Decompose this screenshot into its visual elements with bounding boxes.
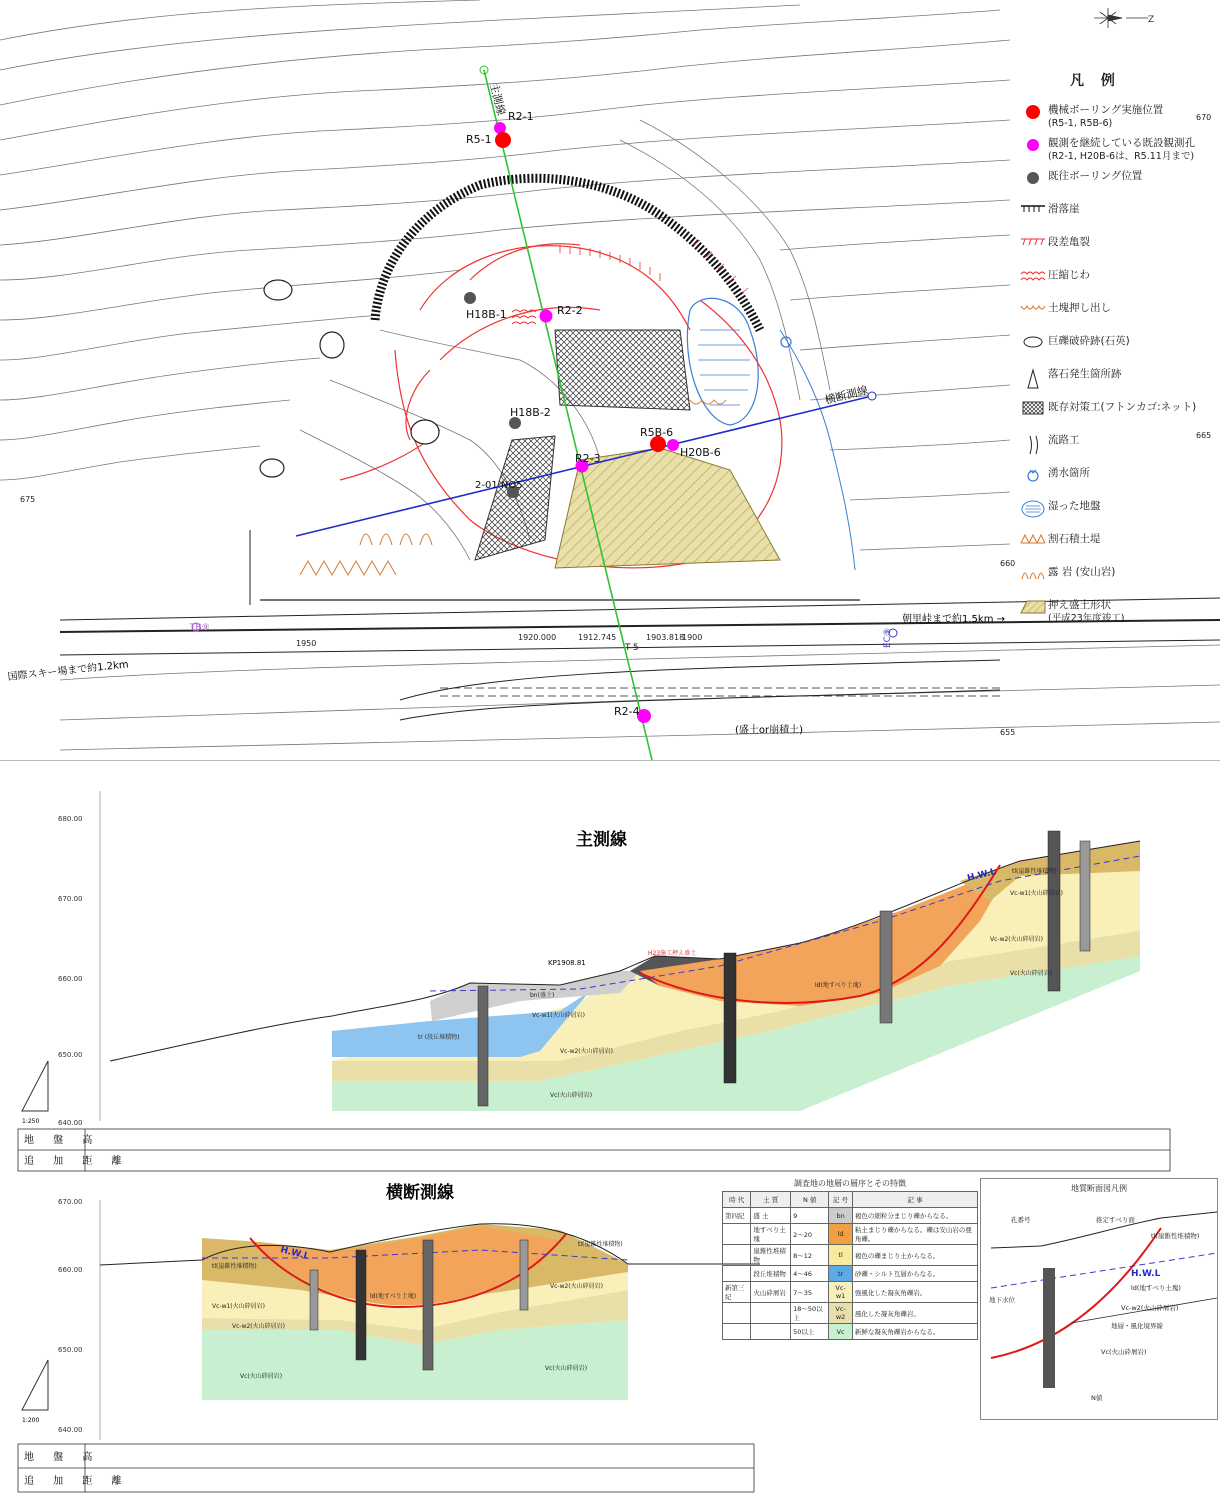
cross-y-tick-670: 670.00	[58, 1198, 83, 1206]
compression-ridge-icon	[1018, 269, 1048, 283]
cross-label-ld: ld(地すべり土塊)	[370, 1293, 417, 1300]
geo-legend-tl: tl(崖錐性堆積物)	[1151, 1232, 1200, 1240]
guardrail	[440, 688, 1000, 696]
legend-item	[1018, 467, 1218, 500]
layer-label-vc-right: Vc(火山砕屑岩)	[1010, 970, 1053, 977]
layer-label-tr: tr (段丘堆積物)	[418, 1034, 460, 1041]
strata-cell-era	[723, 1266, 751, 1282]
layer-label-vc: Vc(火山砕屑岩)	[550, 1092, 593, 1099]
contour-660: 660	[1000, 559, 1016, 568]
strata-cell-era: 新第三紀	[723, 1282, 751, 1303]
legend-item-main: 湧水箇所	[1048, 467, 1090, 479]
net-works-upper	[555, 330, 690, 410]
geo-legend-borehole	[1043, 1268, 1055, 1388]
legend-item-label	[1048, 599, 1125, 625]
strata-cell-note: 強風化した凝灰角礫岩。	[852, 1282, 977, 1303]
contour-665: 665	[1196, 431, 1212, 440]
layer-label-tl: tl(崖錐性堆積物)	[1012, 868, 1057, 875]
crack-hatches	[560, 240, 748, 293]
legend-item	[1018, 599, 1218, 632]
geo-legend-slip-label: 推定すべり面	[1096, 1216, 1135, 1224]
geo-legend-title: 地質断面図凡例	[1071, 1184, 1127, 1193]
strata-header-soil: 土 質	[751, 1192, 791, 1208]
cross-scale-triangle-icon	[22, 1360, 48, 1410]
row-label-distance: 追 加 距 離	[24, 1156, 130, 1167]
cross-hwl-label: H.W.L	[279, 1245, 311, 1263]
cross-label-vcw1: Vc-w1(火山砕屑岩)	[212, 1303, 265, 1310]
layer-label-vcw2-right: Vc-w2(火山砕屑岩)	[990, 936, 1043, 943]
label-kp-ec: EC⑨	[883, 627, 893, 648]
y-tick-680: 680.00	[58, 815, 83, 823]
strata-cell-note: 新鮮な凝灰角礫岩からなる。	[852, 1324, 977, 1340]
cross-label-vcw2: Vc-w2(火山砕屑岩)	[232, 1323, 285, 1330]
legend-item-main: 巨礫破砕跡(石英)	[1048, 335, 1130, 347]
wet-ground	[687, 298, 758, 425]
legend-item	[1018, 401, 1218, 434]
geo-legend-hwl: H.W.L	[1131, 1269, 1161, 1279]
legend-item	[1018, 170, 1218, 203]
layer-label-vcw1-right: Vc-w1(火山砕屑岩)	[1010, 890, 1063, 897]
cross-row-label-elevation: 地 盤 高	[24, 1452, 101, 1463]
contour-655: 655	[1000, 728, 1016, 737]
label-main-line: 主測線	[487, 81, 508, 117]
table-row	[723, 1224, 978, 1245]
legend-item-main: 露 岩 (安山岩)	[1048, 566, 1116, 578]
cross-y-tick-640: 640.00	[58, 1426, 83, 1434]
strata-cell-sym: tr	[829, 1266, 853, 1282]
legend-item	[1018, 566, 1218, 599]
map-legend	[1018, 70, 1218, 632]
strata-cell-sym: ld	[829, 1224, 853, 1245]
station-1903: 1903.818	[646, 633, 685, 642]
station-1950: 1950	[296, 639, 317, 648]
y-tick-660: 660.00	[58, 975, 83, 983]
main-line-section	[0, 760, 1220, 1181]
legend-item-main: 流路工	[1048, 434, 1080, 446]
strata-table-panel	[722, 1178, 978, 1350]
legend-item-main: 既往ボーリング位置	[1048, 170, 1143, 182]
legend-item-sub: (平成23年度竣工)	[1048, 613, 1125, 624]
boulder-icon	[1018, 335, 1048, 349]
boulders	[260, 280, 439, 477]
legend-title: 凡 例	[1070, 73, 1121, 89]
scarp-icon	[1018, 203, 1048, 215]
cross-scale-label: 1:200	[22, 1417, 40, 1424]
magenta-circle-icon	[1018, 137, 1048, 153]
stream-channel	[780, 330, 855, 570]
strata-cell-sym: bn	[829, 1208, 853, 1224]
table-row	[723, 1266, 978, 1282]
cross-line-section	[0, 1180, 760, 1500]
section-title: 主測線	[576, 830, 627, 850]
strata-cell-n: 8〜12	[791, 1245, 829, 1266]
strata-header-n: N 値	[791, 1192, 829, 1208]
legend-item-label	[1048, 566, 1115, 579]
layer-label-ld: ld(地すべり土塊)	[815, 982, 862, 989]
strata-cell-note: 風化した凝灰角礫岩。	[852, 1303, 977, 1324]
strata-body	[723, 1208, 978, 1340]
red-circle-icon	[1018, 104, 1048, 120]
strata-cell-era	[723, 1324, 751, 1340]
legend-item-label	[1048, 236, 1090, 249]
cross-y-tick-660: 660.00	[58, 1266, 83, 1274]
table-row	[723, 1324, 978, 1340]
legend-item-label	[1048, 500, 1101, 513]
strata-cell-sym: Vc-w2	[829, 1303, 853, 1324]
layer-label-vcw1: Vc-w1(火山砕屑岩)	[532, 1012, 585, 1019]
label-fill: (盛土or崩積土)	[735, 725, 804, 736]
stone-embankment-icon	[1018, 533, 1048, 545]
label-cross-line: 横断測線	[823, 383, 870, 407]
wet-ground-icon	[1018, 500, 1048, 518]
cross-label-tl-right: tl(崖錐性堆積物)	[578, 1241, 623, 1248]
strata-cell-n: 9	[791, 1208, 829, 1224]
legend-item-label	[1048, 302, 1111, 315]
strata-cell-era	[723, 1303, 751, 1324]
scale-label: 1:250	[22, 1118, 40, 1125]
station-1920: 1920.000	[518, 633, 557, 642]
step-crack-icon	[1018, 236, 1048, 248]
legend-item-main: 機械ボーリング実施位置	[1048, 104, 1164, 116]
label-r2-1: R2-1	[508, 110, 534, 123]
strata-cell-sym: Vc-w1	[829, 1282, 853, 1303]
strata-header-row	[723, 1192, 978, 1208]
strata-cell-era	[723, 1224, 751, 1245]
geo-legend-n-value: N値	[1091, 1394, 1103, 1402]
label-r2-4: R2-4	[614, 705, 640, 718]
cross-row-label-distance: 追 加 距 離	[24, 1476, 130, 1487]
scale-triangle-icon	[22, 1061, 48, 1111]
geo-legend-vc: Vc(火山砕屑岩)	[1101, 1348, 1147, 1356]
cross-y-tick-650: 650.00	[58, 1346, 83, 1354]
legend-item-label	[1048, 269, 1090, 282]
borehole-r5-1[interactable]	[495, 132, 511, 148]
strata-cell-note: 粘土まじり礫からなる。礫は安山岩の亜角礫。	[852, 1224, 977, 1245]
label-t5: T-5	[625, 643, 639, 653]
legend-item	[1018, 302, 1218, 335]
cross-label-vcw2-right: Vc-w2(火山砕屑岩)	[550, 1283, 603, 1290]
layer-label-bn: bn(盛土)	[530, 992, 555, 999]
geologic-legend-panel	[980, 1178, 1218, 1420]
label-to-pass: 朝里峠まで約1.5km →	[902, 614, 1005, 625]
strata-table-title: 調査地の地層の層序とその特徴	[794, 1179, 906, 1188]
strata-cell-soil: 崖錐性堆積物	[751, 1245, 791, 1266]
label-r2-2: R2-2	[557, 304, 583, 317]
row-label-elevation: 地 盤 高	[24, 1135, 101, 1146]
legend-item-label	[1048, 467, 1090, 480]
table-row	[723, 1282, 978, 1303]
legend-item-sub: (R2-1, H20B-6は、R5.11月まで)	[1048, 151, 1195, 162]
cross-line-section-canvas	[0, 1180, 760, 1500]
outcrop-icon	[1018, 566, 1048, 580]
legend-item-label	[1048, 533, 1101, 546]
label-r5-1: R5-1	[466, 133, 492, 146]
legend-item	[1018, 368, 1218, 401]
cross-label-vc-right: Vc(火山砕屑岩)	[545, 1365, 588, 1372]
y-tick-650: 650.00	[58, 1051, 83, 1059]
layer-label-fill-top: H23施工押え盛土	[648, 950, 697, 957]
table-row	[723, 1303, 978, 1324]
strata-cell-n: 18〜50以上	[791, 1303, 829, 1324]
borehole-r2-2[interactable]	[540, 310, 553, 323]
channel-icon	[1018, 434, 1048, 456]
main-line-section-canvas	[0, 761, 1220, 1181]
legend-item-main: 割石積土堤	[1048, 533, 1101, 545]
buttress-fill	[555, 448, 780, 568]
legend-item	[1018, 434, 1218, 467]
legend-item	[1018, 533, 1218, 566]
svg-text:Z: Z	[1148, 15, 1155, 25]
label-no5: 2-01 NO5	[475, 480, 523, 491]
geo-legend-groundwater: 地下水位	[989, 1296, 1015, 1304]
strata-cell-n: 7〜35	[791, 1282, 829, 1303]
label-h18b-1: H18B-1	[466, 308, 507, 321]
strata-cell-era	[723, 1245, 751, 1266]
legend-item-main: 既存対策工(フトンカゴ:ネット)	[1048, 401, 1197, 413]
legend-item	[1018, 335, 1218, 368]
legend-item-label	[1048, 434, 1080, 447]
legend-item-main: 湿った地盤	[1048, 500, 1101, 512]
legend-item	[1018, 236, 1218, 269]
legend-item-label	[1048, 104, 1163, 130]
legend-item	[1018, 137, 1218, 170]
legend-item-main: 観測を継続している既設観測孔	[1048, 137, 1195, 149]
legend-item-main: 落石発生箇所跡	[1048, 368, 1122, 380]
strata-cell-soil: 段丘堆積物	[751, 1266, 791, 1282]
legend-item	[1018, 269, 1218, 302]
cross-label-vc: Vc(火山砕屑岩)	[240, 1373, 283, 1380]
legend-item	[1018, 104, 1218, 137]
legend-item	[1018, 203, 1218, 236]
legend-item-label	[1048, 368, 1122, 381]
legend-item	[1018, 500, 1218, 533]
spring-icon	[1018, 467, 1048, 483]
section-data-table	[18, 1129, 1170, 1171]
geo-legend-borehole-label: 孔番号	[1011, 1216, 1031, 1224]
borehole-h18b-1[interactable]	[464, 292, 476, 304]
outcrop-symbols	[360, 534, 432, 545]
geo-legend-canvas	[981, 1198, 1217, 1418]
stone-embankment	[300, 561, 396, 575]
gray-circle-icon	[1018, 170, 1048, 186]
legend-item-main: 段差亀裂	[1048, 236, 1090, 248]
strata-cell-soil	[751, 1324, 791, 1340]
station-1900: 1900	[682, 633, 703, 642]
station-1912: 1912.745	[578, 633, 617, 642]
net-works-icon	[1018, 401, 1048, 415]
strata-header-note: 記 事	[852, 1192, 977, 1208]
borehole-h20b-6[interactable]	[667, 439, 679, 451]
legend-items	[1018, 104, 1218, 632]
layer-label-vcw2: Vc-w2(火山砕屑岩)	[560, 1048, 613, 1055]
kp-label: KP1908.81	[548, 959, 586, 967]
strata-cell-note: 褐色の細粒分まじり礫からなる。	[852, 1208, 977, 1224]
hwl-label: H.W.L	[966, 867, 998, 884]
strata-cell-soil: 火山砕屑岩	[751, 1282, 791, 1303]
geo-legend-vcw2: Vc-w2(火山砕屑岩)	[1121, 1304, 1179, 1312]
strata-cell-n: 50以上	[791, 1324, 829, 1340]
strata-cell-soil: 地すべり土塊	[751, 1224, 791, 1245]
strata-cell-soil: 盛 土	[751, 1208, 791, 1224]
strata-cell-note: 褐色の礫まじり土からなる。	[852, 1245, 977, 1266]
y-tick-670: 670.00	[58, 895, 83, 903]
label-to-ski: 国際スキー場まで約1.2km	[7, 659, 130, 683]
legend-item-label	[1048, 401, 1196, 414]
wet-ground-hatch	[698, 330, 750, 405]
legend-item-label	[1048, 335, 1130, 348]
soil-push	[690, 400, 726, 404]
north-arrow-icon	[1094, 8, 1154, 28]
label-kp-tb: TB⑨	[190, 623, 210, 633]
legend-item-main: 滑落崖	[1048, 203, 1080, 215]
contour-675: 675	[20, 495, 36, 504]
strata-header-symbol: 記 号	[829, 1192, 853, 1208]
cross-section-title: 横断測線	[386, 1183, 454, 1203]
label-h18b-2: H18B-2	[510, 406, 551, 419]
strata-cell-soil	[751, 1303, 791, 1324]
geo-legend-boundary-label: 地層・風化境界線	[1111, 1322, 1163, 1330]
legend-item-main: 押え盛土形状	[1048, 599, 1111, 611]
legend-item-label	[1048, 203, 1080, 216]
contour-670: 670	[1196, 113, 1212, 122]
strata-cell-era: 第四紀	[723, 1208, 751, 1224]
legend-item-label	[1048, 170, 1142, 183]
y-tick-640: 640.00	[58, 1119, 83, 1127]
rockfall-icon	[1018, 368, 1048, 390]
soil-push-icon	[1018, 302, 1048, 314]
label-r5b-6: R5B-6	[640, 426, 674, 439]
strata-header-era: 時 代	[723, 1192, 751, 1208]
legend-item-sub: (R5-1, R5B-6)	[1048, 118, 1113, 129]
label-r2-3: R2-3	[575, 452, 601, 465]
strata-cell-note: 砂礫・シルト互層からなる。	[852, 1266, 977, 1282]
cross-label-tl: tl(崖錐性堆積物)	[212, 1263, 257, 1270]
strata-cell-sym: Vc	[829, 1324, 853, 1340]
strata-cell-n: 4〜46	[791, 1266, 829, 1282]
buttress-fill-icon	[1018, 599, 1048, 615]
legend-item-label	[1048, 137, 1195, 163]
geo-legend-ld: ld(地すべり土塊)	[1131, 1284, 1181, 1292]
table-row	[723, 1245, 978, 1266]
strata-cell-sym: tl	[829, 1245, 853, 1266]
table-row	[723, 1208, 978, 1224]
compression-ridges	[512, 310, 536, 324]
label-h20b-6: H20B-6	[680, 446, 721, 459]
legend-item-main: 圧縮じわ	[1048, 269, 1090, 281]
strata-cell-n: 2〜20	[791, 1224, 829, 1245]
strata-table	[722, 1191, 978, 1340]
legend-item-main: 土塊押し出し	[1048, 302, 1111, 314]
